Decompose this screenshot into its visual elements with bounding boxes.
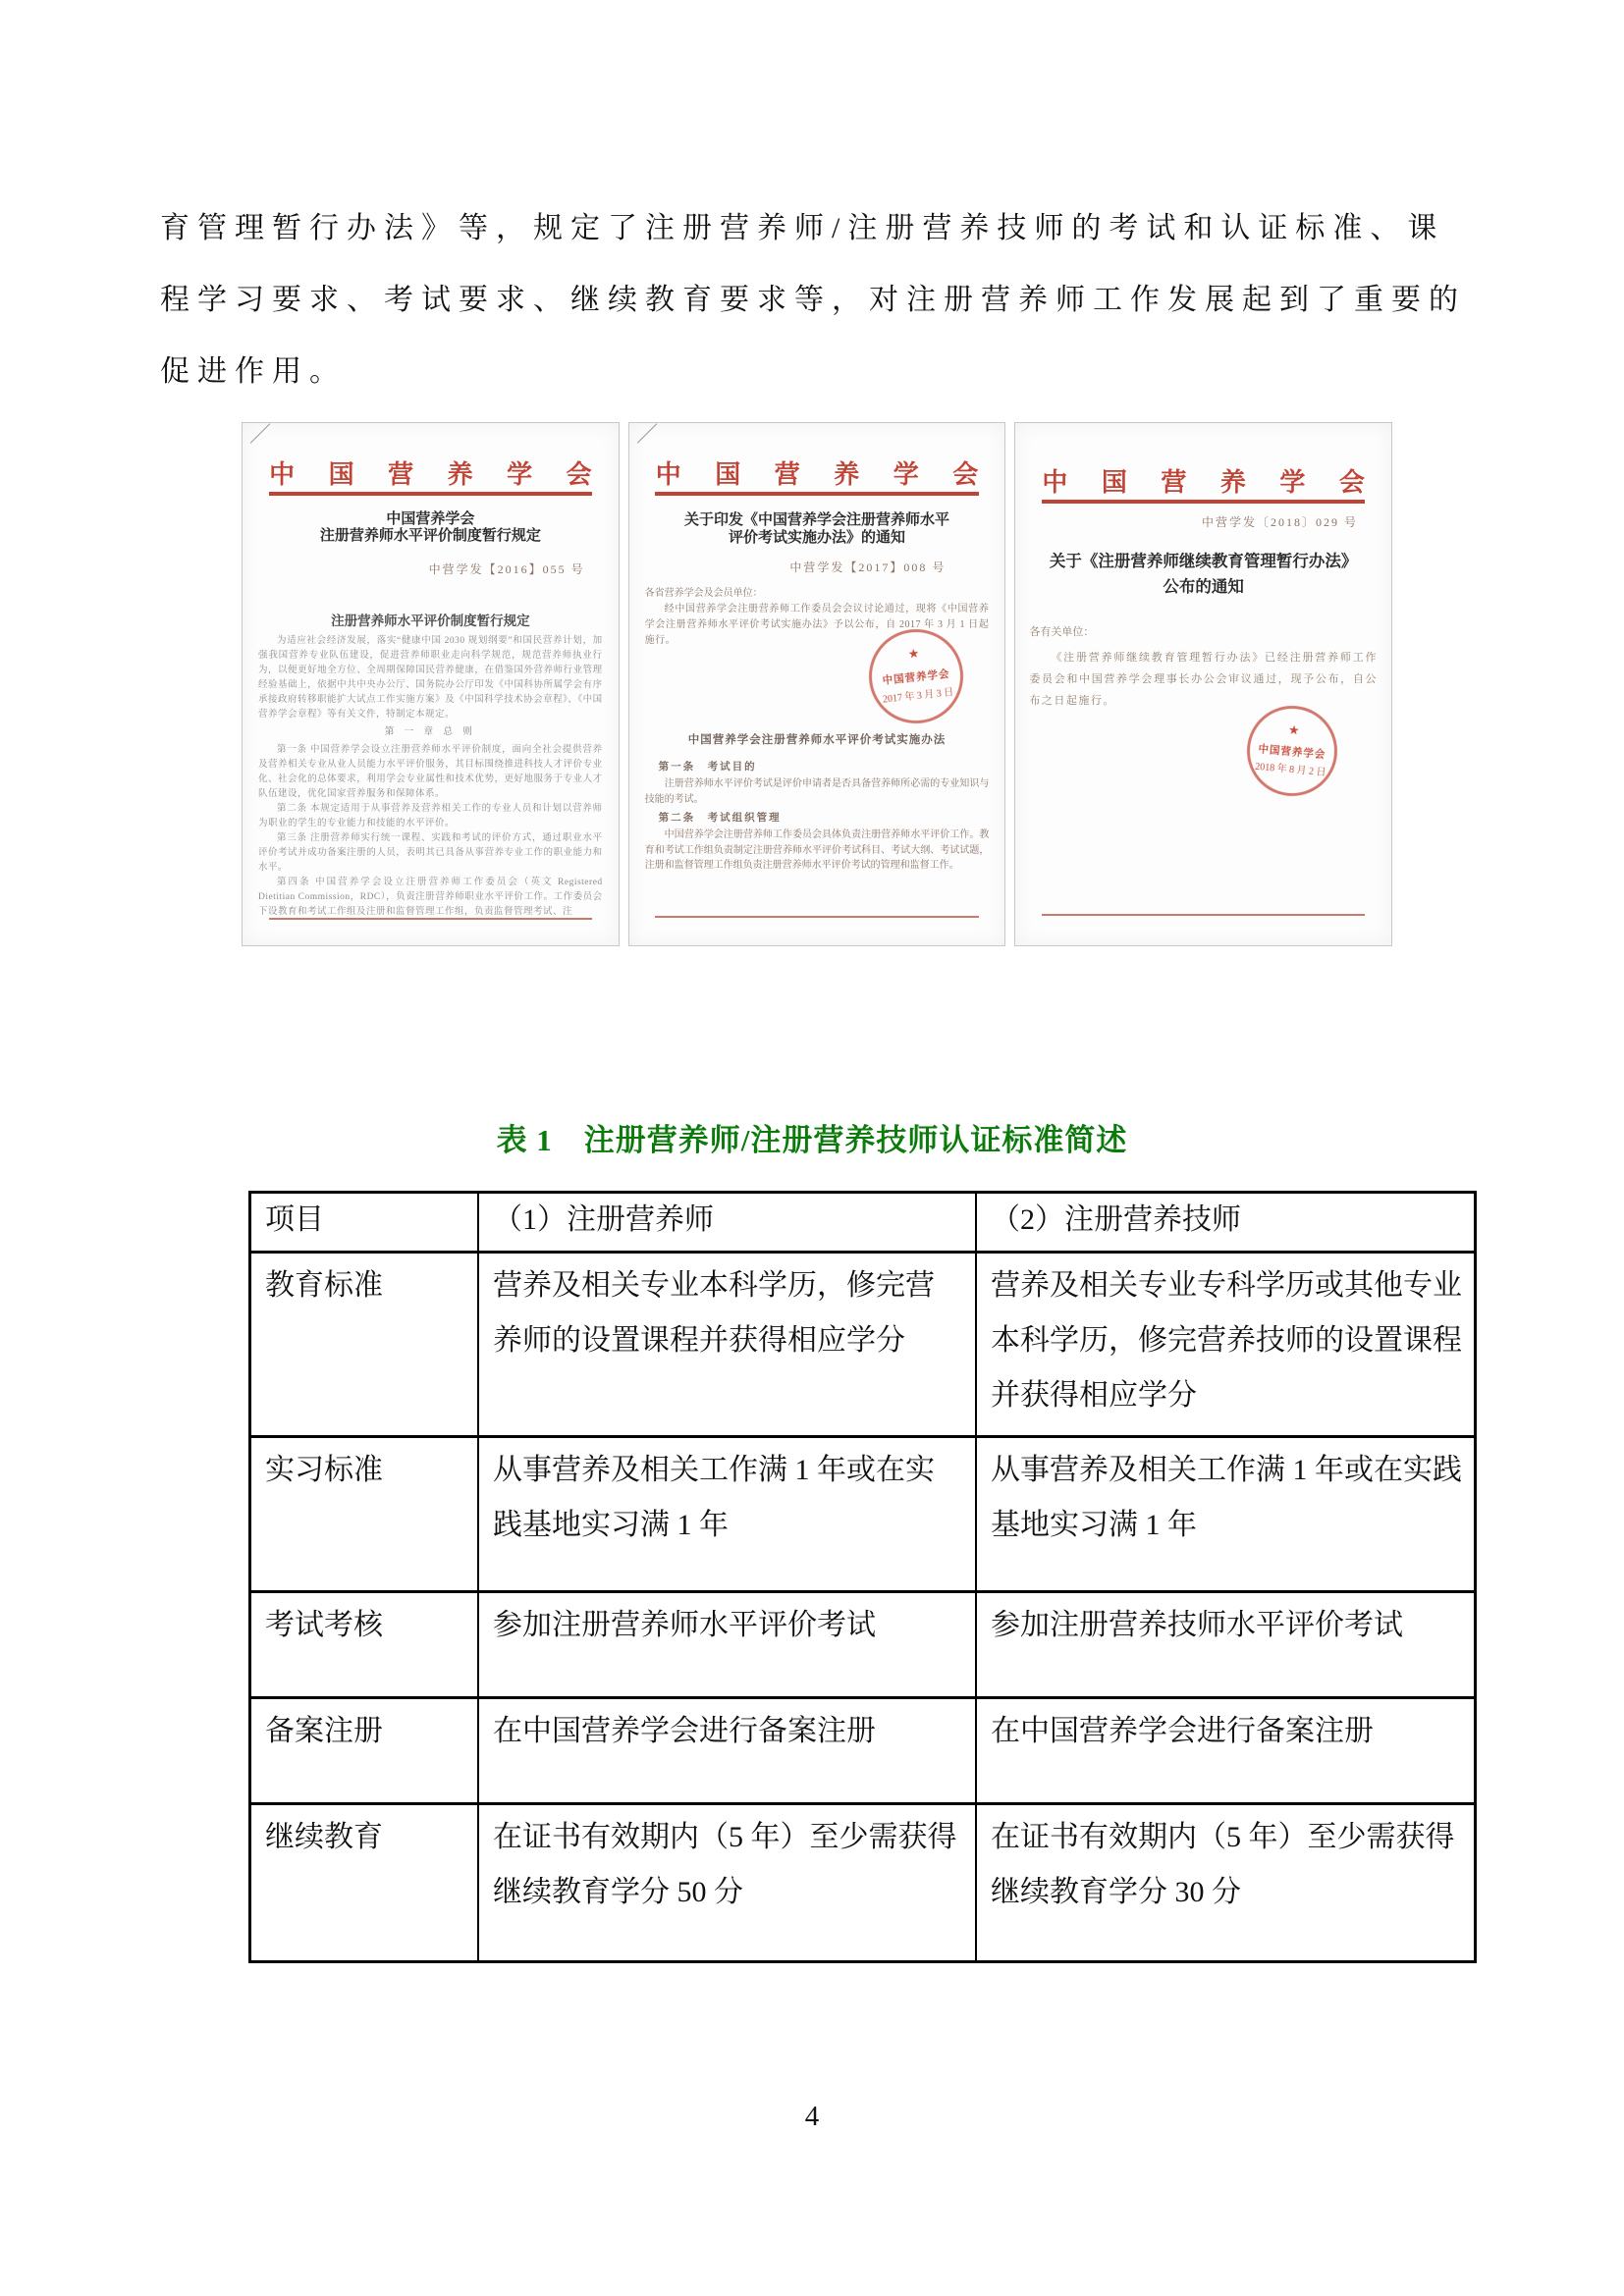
document-scan-1 xyxy=(242,422,620,946)
doc2-article1-heading: 第一条 考试目的 xyxy=(658,762,757,773)
red-rule xyxy=(655,492,978,496)
fold-mark xyxy=(250,423,271,444)
table-row xyxy=(250,1592,1476,1698)
cell-dietitian: 参加注册营养师水平评价考试 xyxy=(478,1592,976,1698)
header-cell-item: 项目 xyxy=(250,1193,479,1253)
header-cell-technician: （2）注册营养技师 xyxy=(976,1193,1476,1253)
footer-rule xyxy=(269,918,592,920)
red-rule xyxy=(269,492,592,496)
doc3-body-text xyxy=(1029,647,1378,712)
org-name: 中 国 营 养 学 会 xyxy=(655,460,993,489)
seal-date: 2017 年 3 月 3 日 xyxy=(882,686,954,706)
body-paragraph xyxy=(160,192,1470,407)
cell-technician: 在证书有效期内（5 年）至少需获得继续教育学分 30 分 xyxy=(976,1804,1476,1962)
cell-dietitian: 营养及相关专业本科学历，修完营养师的设置课程并获得相应学分 xyxy=(478,1253,976,1437)
table-row xyxy=(250,1437,1476,1592)
doc1-subtitle: 注册营养师水平评价制度暂行规定 xyxy=(331,614,530,628)
org-name: 中 国 营 养 学 会 xyxy=(1042,468,1379,497)
doc2-title-line1: 关于印发《中国营养学会注册营养师水平 xyxy=(684,512,950,528)
table-header-row xyxy=(250,1193,1476,1253)
seal-date: 2018 年 8 月 2 日 xyxy=(1255,762,1327,779)
doc1-chapter: 第 一 章 总 则 xyxy=(384,727,476,737)
cell-technician: 从事营养及相关工作满 1 年或在实践基地实习满 1 年 xyxy=(976,1437,1476,1592)
doc3-title xyxy=(1015,549,1391,600)
doc2-title-line2: 评价考试实施办法》的通知 xyxy=(729,530,906,546)
doc2-number: 中营学发【2017】008 号 xyxy=(789,561,947,574)
doc2-title xyxy=(629,511,1005,547)
row-label: 继续教育 xyxy=(250,1804,479,1962)
cell-dietitian: 在中国营养学会进行备案注册 xyxy=(478,1698,976,1804)
doc2-salutation: 各省营养学会及会员单位： xyxy=(644,588,763,599)
document-scan-2 xyxy=(628,422,1006,946)
official-seal xyxy=(1244,702,1342,800)
table-row xyxy=(250,1698,1476,1804)
star-icon: ★ xyxy=(1287,721,1301,738)
paragraph-line: 程学习要求、考试要求、继续教育要求等，对注册营养师工作发展起到了重要的 xyxy=(160,284,1466,316)
doc1-title-line2: 注册营养师水平评价制度暂行规定 xyxy=(319,528,541,544)
doc3-title-line1: 关于《注册营养师继续教育管理暂行办法》 xyxy=(1049,552,1358,570)
table-row xyxy=(250,1804,1476,1962)
row-label: 教育标准 xyxy=(250,1253,479,1437)
doc3-title-line2: 公布的通知 xyxy=(1163,577,1244,596)
doc1-body-text xyxy=(258,634,603,920)
red-rule xyxy=(1042,500,1365,504)
paragraph-line: 育管理暂行办法》等，规定了注册营养师/注册营养技师的考试和认证标准、课 xyxy=(160,212,1445,244)
cell-technician: 参加注册营养技师水平评价考试 xyxy=(976,1592,1476,1698)
certification-table xyxy=(248,1191,1477,1963)
seal-org-name: 中国营养学会 xyxy=(1258,744,1327,762)
doc1-title xyxy=(243,511,619,545)
doc1-article: 第二条 本规定适用于从事营养及营养相关工作的专业人员和计划以营养师为职业的学生的专业能力和技能的水平评价。 xyxy=(258,804,603,828)
cell-technician: 营养及相关专业专科学历或其他专业本科学历，修完营养技师的设置课程并获得相应学分 xyxy=(976,1253,1476,1437)
footer-rule xyxy=(655,916,978,918)
cell-dietitian: 在证书有效期内（5 年）至少需获得继续教育学分 50 分 xyxy=(478,1804,976,1962)
doc3-number: 中营学发〔2018〕029 号 xyxy=(1202,515,1359,529)
row-label: 考试考核 xyxy=(250,1592,479,1698)
row-label: 实习标准 xyxy=(250,1437,479,1592)
seal-org-name: 中国营养学会 xyxy=(881,668,950,687)
doc2-subtitle: 中国营养学会注册营养师水平评价考试实施办法 xyxy=(687,734,947,746)
cell-dietitian: 从事营养及相关工作满 1 年或在实践基地实习满 1 年 xyxy=(478,1437,976,1592)
header-cell-dietitian: （1）注册营养师 xyxy=(478,1193,976,1253)
paragraph-line: 促进作用。 xyxy=(160,355,347,388)
document-scan-3 xyxy=(1014,422,1392,946)
doc1-article: 第一条 中国营养学会设立注册营养师水平评价制度，面向全社会提供营养及营养相关专业从业人员能力水平评价服务，其目标围绕推进科技人才评价专业化、社会化的总体要求，利用学会专业属性和技术优势，更好地服务于专业人才队伍建设，优化国家营养服务和保障体系。 xyxy=(258,745,603,799)
doc1-intro: 为适应社会经济发展，落实“健康中国 2030 规划纲要”和国民营养计划，加强我国营养专业队伍建设，促进营养师职业走向科学规范，规范营养师执业行为，以便更好地全方位、全周期保障国民营养健康，在借鉴国外营养师行业管理经验基础上，依据中共中央办公厅、国务院办公厅印发《中国科协所属学会有序承接政府转移职能扩大试点工作实施方案》及《中国科学技术协会章程》、《中国营养学会章程》等有关文件，特制定本规定。 xyxy=(258,636,603,720)
doc1-article: 第三条 注册营养师实行统一课程、实践和考试的评价方式，通过职业水平评价考试并成功备案注册的人员，表明其已具备从事营养专业工作的职业能力和水平。 xyxy=(258,833,603,873)
doc1-number: 中营学发【2016】055 号 xyxy=(428,562,585,576)
table-row xyxy=(250,1253,1476,1437)
page-number: 4 xyxy=(804,2101,820,2132)
doc2-article1-body xyxy=(645,776,990,807)
footer-rule xyxy=(1042,914,1365,916)
org-name: 中 国 营 养 学 会 xyxy=(269,460,606,489)
doc2-article2-heading: 第二条 考试组织管理 xyxy=(658,813,782,824)
doc2-article1-text: 注册营养师水平评价考试是评价申请者是否具备营养师所必需的专业知识与技能的考试。 xyxy=(644,778,990,805)
doc1-title-line1: 中国营养学会 xyxy=(386,511,475,527)
doc1-article: 第四条 中国营养学会设立注册营养师工作委员会（英文 Registered Dietitian Commission，RDC），负责注册营养师职业水平评价工作。工作委员会下设教育和考试工作组及注册和监督管理工作组，负责监督管理考试、注 xyxy=(258,878,603,917)
doc3-salutation: 各有关单位： xyxy=(1029,626,1095,638)
doc2-article2-text: 中国营养学会注册营养师工作委员会具体负责注册营养师水平评价工作。教育和考试工作组负责制定注册营养师水平评价考试科目、考试大纲、考试试题，注册和监督管理工作组负责注册营养师水平评价考试的管理和监督工作。 xyxy=(644,829,990,871)
scanned-documents-figure xyxy=(242,422,1392,946)
table-caption: 表 1 注册营养师/注册营养技师认证标准简述 xyxy=(496,1123,1128,1157)
fold-mark xyxy=(636,423,657,444)
cell-technician: 在中国营养学会进行备案注册 xyxy=(976,1698,1476,1804)
doc2-body-paragraph: 经中国营养学会注册营养师工作委员会会议讨论通过，现将《中国营养学会注册营养师水平评价考试实施办法》予以公布，自 2017 年 3 月 1 日起施行。 xyxy=(644,604,990,646)
doc2-article2-body xyxy=(645,828,990,874)
doc3-body-paragraph: 《注册营养师继续教育管理暂行办法》已经注册营养师工作委员会和中国营养学会理事长办公会审议通过，现予公布，自公布之日起施行。 xyxy=(1029,652,1379,707)
star-icon: ★ xyxy=(906,645,920,663)
row-label: 备案注册 xyxy=(250,1698,479,1804)
